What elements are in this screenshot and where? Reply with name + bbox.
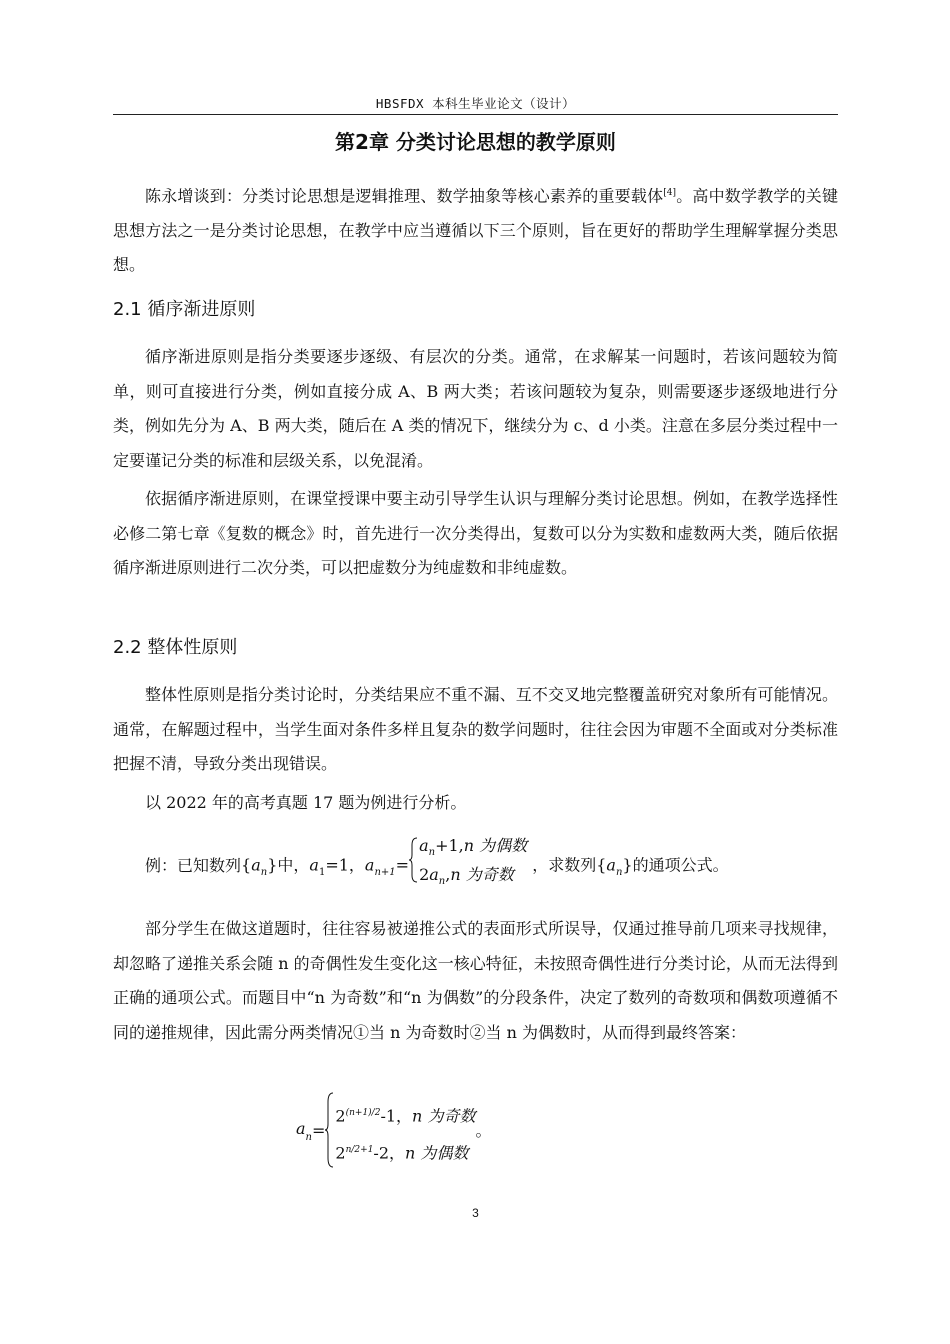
case2-coef: 2: [419, 865, 430, 885]
chapter-title: 第2章 分类讨论思想的教学原则: [335, 130, 616, 154]
example-suffix: 的通项公式。: [632, 855, 729, 875]
answer-odd-row: [335, 1096, 475, 1133]
recurrence-cases: [409, 835, 527, 893]
seq2-n: n: [615, 866, 623, 878]
answer-rest1: -1，: [380, 1106, 413, 1126]
case-odd-row: [419, 864, 527, 893]
case1-rest: +1,: [435, 836, 464, 855]
section-2-1-paragraph-2: 依据循序渐进原则，在课堂授课中要主动引导学生认识与理解分类讨论思想。例如，在教学选择性必修二第七章《复数的概念》时，首先进行一次分类得出，复数可以分为实数和虚数两大类，随后依据循序渐进原则进行二次分类，可以把虚数分为纯虚数和非纯虚数。: [113, 489, 838, 577]
case2-a: a: [429, 865, 439, 885]
answer-cond1: n 为奇数: [412, 1106, 476, 1126]
section-2-1-heading: 2.1 循序渐进原则: [113, 299, 256, 320]
example-suffix-comma: ，求数列: [527, 855, 597, 875]
answer-rest2: -2，: [373, 1143, 406, 1163]
section-2-2-paragraph-2: 以 2022 年的高考真题 17 题为例进行分析。: [145, 793, 467, 812]
answer-exp1: (n+1)/2: [345, 1108, 381, 1118]
intro-text-1: 陈永增谈到：分类讨论思想是逻辑推理、数学抽象等核心素养的重要载体: [145, 186, 664, 206]
case1-sub: n: [428, 847, 436, 859]
case2-rest: ,: [445, 865, 451, 885]
seq2-close-brace: }: [622, 855, 633, 875]
an1-eq: =: [395, 855, 410, 875]
intro-text-2: 。高中数学教学的关键思想方法之一是分类讨论思想，在教学中应当遵循以下三个原则，旨在更好的帮助学生理解掌握分类思想。: [113, 186, 838, 275]
case2-sub: n: [438, 876, 446, 888]
case-even-row: [419, 835, 527, 864]
seq-open-brace: {: [241, 855, 252, 875]
example-prefix: 例：已知数列: [145, 855, 242, 875]
left-brace-icon: [325, 1092, 335, 1168]
running-header: HBSFDX 本科生毕业论文（设计）: [375, 96, 576, 111]
answer-exp2: n/2+1: [345, 1145, 374, 1156]
citation-ref[interactable]: [4]: [663, 188, 677, 198]
page-number: 3: [472, 1206, 479, 1220]
case2-cond: n 为奇数: [450, 865, 514, 885]
intro-paragraph: [113, 176, 838, 283]
an1-a: a: [364, 855, 375, 875]
section-2-1-paragraph-1: 循序渐进原则是指分类要逐步逐级、有层次的分类。通常，在求解某一问题时，若该问题较为简单，则可直接进行分类，例如直接分成 A、B 两大类；若该问题较为复杂，则需要逐步逐级地进行分类，例如先分为 A、B 两大类，随后在 A 类的情况下，继续分为 c、d 小类。注意在多层分类过程中一定要谨记分类的标准和层级关系，以免混淆。: [113, 347, 838, 470]
an1-sub: n+1: [374, 866, 396, 878]
answer-base1: 2: [335, 1106, 346, 1126]
seq-n: n: [260, 866, 268, 878]
a1-a: a: [309, 855, 319, 875]
section-2-2-heading: 2.2 整体性原则: [113, 637, 238, 658]
seq-a: a: [251, 855, 261, 875]
section-2-2-paragraph-3: 部分学生在做这道题时，往往容易被递推公式的表面形式所误导，仅通过推导前几项来寻找规律，却忽略了递推关系会随 n 的奇偶性发生变化这一核心特征，未按照奇偶性进行分类讨论，从而无法得到正确的通项公式。而题目中“n 为奇数”和“n 为偶数”的分段条件，决定了数列的奇数项和偶数项遵循不同的递推规律，因此需分两类情况①当 n 为奇数时②当 n 为偶数时，从而得到最终答案：: [113, 919, 838, 1042]
answer-end: 。: [475, 1120, 492, 1140]
final-answer-formula: [296, 1094, 491, 1169]
answer-cond2: n 为偶数: [405, 1143, 469, 1163]
case1-a: a: [419, 836, 429, 855]
seq2-open-brace: {: [596, 855, 607, 875]
case1-cond: n 为偶数: [463, 836, 528, 855]
example-problem: [145, 837, 729, 895]
left-brace-icon: [409, 837, 419, 883]
section-2-2-paragraph-1: 整体性原则是指分类讨论时，分类结果应不重不漏、互不交叉地完整覆盖研究对象所有可能情况。通常，在解题过程中，当学生面对条件多样且复杂的数学问题时，往往会因为审题不全面或对分类标准把握不清，导致分类出现错误。: [113, 685, 838, 773]
answer-a: a: [296, 1118, 306, 1138]
a1-eq: =1，: [325, 855, 365, 875]
answer-even-row: [335, 1133, 475, 1170]
answer-base2: 2: [335, 1143, 346, 1163]
seq2-a: a: [606, 855, 616, 875]
answer-n: n: [305, 1132, 312, 1144]
header-rule: [113, 114, 838, 115]
seq-close-brace: }: [267, 855, 278, 875]
a1-sub: 1: [318, 866, 326, 878]
answer-cases: [325, 1096, 475, 1171]
answer-eq: =: [312, 1120, 326, 1140]
example-middle: 中，: [277, 855, 310, 875]
